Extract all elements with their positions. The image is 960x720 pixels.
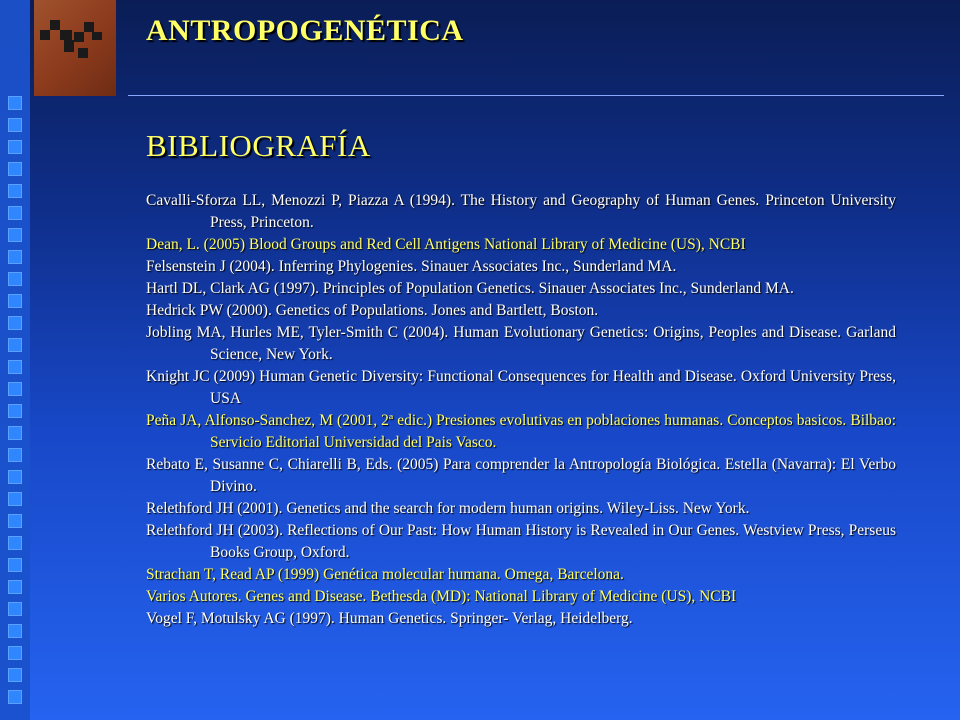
decorative-square [8, 448, 22, 462]
reference-item: Rebato E, Susanne C, Chiarelli B, Eds. (2005) Para comprender la Antropología Biológica. Estella (Navarra): El Verbo Divino. [146, 456, 896, 495]
decorative-square [8, 118, 22, 132]
reference-item: Dean, L. (2005) Blood Groups and Red Cell Antigens National Library of Medicine (US), NCBI [146, 236, 746, 253]
reference-item: Vogel F, Motulsky AG (1997). Human Genetics. Springer- Verlag, Heidelberg. [146, 610, 633, 627]
university-logo [34, 0, 116, 96]
reference-item: Peña JA, Alfonso-Sanchez, M (2001, 2ª edic.) Presiones evolutivas en poblaciones humanas. Conceptos basicos. Bilbao: Servicio Editorial Universidad del Pais Vasco. [146, 412, 896, 451]
decorative-square [8, 184, 22, 198]
decorative-square [8, 382, 22, 396]
decorative-square [8, 96, 22, 110]
decorative-square [8, 426, 22, 440]
decorative-square [8, 668, 22, 682]
reference-item: Varios Autores. Genes and Disease. Bethesda (MD): National Library of Medicine (US), NCBI [146, 588, 737, 605]
reference-item: Jobling MA, Hurles ME, Tyler-Smith C (2004). Human Evolutionary Genetics: Origins, Peoples and Disease. Garland Science, New York. [146, 324, 896, 363]
reference-item: Relethford JH (2001). Genetics and the search for modern human origins. Wiley-Liss. New York. [146, 500, 750, 517]
logo-emblem-icon [38, 16, 108, 72]
section-heading: BIBLIOGRAFÍA [146, 128, 371, 163]
left-decorative-strip [0, 0, 30, 720]
decorative-square [8, 272, 22, 286]
decorative-square [8, 360, 22, 374]
reference-item: Relethford JH (2003). Reflections of Our Past: How Human History is Revealed in Our Genes. Westview Press, Perseus Books Group, Oxford. [146, 522, 896, 561]
page-title: ANTROPOGENÉTICA [146, 14, 464, 47]
reference-item: Strachan T, Read AP (1999) Genética molecular humana. Omega, Barcelona. [146, 566, 624, 583]
reference-item: Felsenstein J (2004). Inferring Phylogenies. Sinauer Associates Inc., Sunderland MA. [146, 258, 677, 275]
decorative-square [8, 602, 22, 616]
reference-item: Hedrick PW (2000). Genetics of Populations. Jones and Bartlett, Boston. [146, 302, 599, 319]
decorative-square [8, 206, 22, 220]
decorative-square [8, 558, 22, 572]
title-divider [128, 95, 944, 96]
decorative-square [8, 514, 22, 528]
decorative-square [8, 404, 22, 418]
reference-item: Hartl DL, Clark AG (1997). Principles of Population Genetics. Sinauer Associates Inc., Sunderland MA. [146, 280, 794, 297]
decorative-square [8, 646, 22, 660]
decorative-square [8, 250, 22, 264]
decorative-square [8, 624, 22, 638]
decorative-square [8, 316, 22, 330]
bibliography-list [146, 190, 896, 630]
reference-item: Cavalli-Sforza LL, Menozzi P, Piazza A (1994). The History and Geography of Human Genes. Princeton University Press, Princeton. [146, 192, 896, 231]
decorative-square [8, 228, 22, 242]
decorative-squares [8, 96, 22, 712]
decorative-square [8, 690, 22, 704]
decorative-square [8, 492, 22, 506]
decorative-square [8, 536, 22, 550]
decorative-square [8, 580, 22, 594]
decorative-square [8, 140, 22, 154]
decorative-square [8, 294, 22, 308]
decorative-square [8, 338, 22, 352]
decorative-square [8, 162, 22, 176]
decorative-square [8, 470, 22, 484]
reference-item: Knight JC (2009) Human Genetic Diversity: Functional Consequences for Health and Disease. Oxford University Press, USA [146, 368, 896, 407]
